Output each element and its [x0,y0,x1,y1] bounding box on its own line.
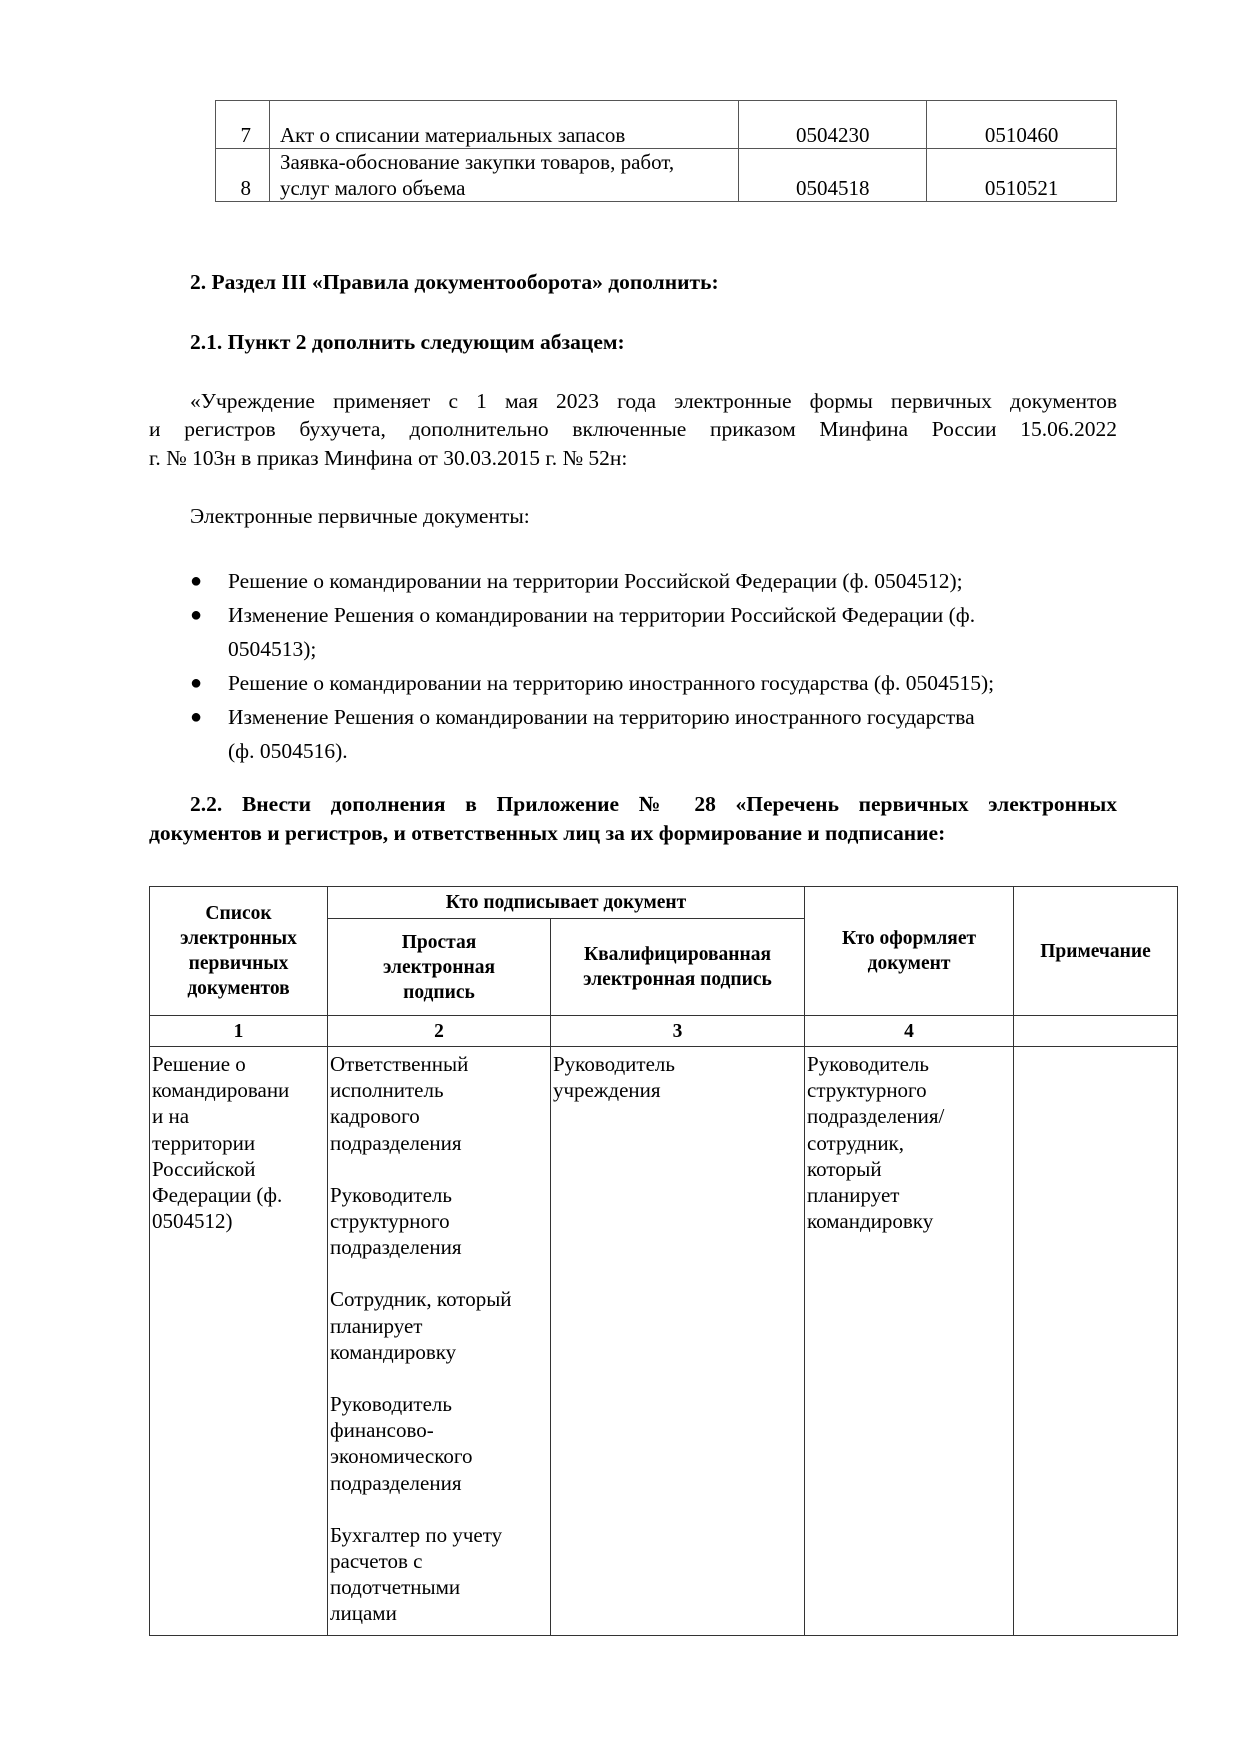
subsection-heading-line: 2.2. Внести дополнения в Приложение № 28 «Перечень первичных электронных [190,792,1117,816]
table-row [216,149,1117,202]
form-code-okud: 0510521 [927,149,1117,202]
form-code-okud: 0510460 [927,101,1117,149]
paragraph-line: г. № 103н в приказ Минфина от 30.03.2015 г. № 52н: [149,446,628,470]
top-forms-table [215,100,1117,202]
paragraph-line: и регистров бухучета, дополнительно включенные приказом Минфина России 15.06.2022 [149,417,1117,441]
cell-preparer: Руководитель структурного подразделения/ сотрудник, который планирует командировку [805,1047,1014,1636]
documents-list [190,564,1140,768]
cell-simple-signers [328,1047,551,1636]
signer-block: Руководитель структурного подразделения [330,1182,462,1260]
subsection-heading-line: документов и регистров, и ответственных лиц за их формирование и подписание: [149,821,946,845]
column-numbers-row [150,1016,1178,1047]
section-heading: 2. Раздел III «Правила документооборота» дополнить: [190,270,719,294]
signer-block: Бухгалтер по учету расчетов с подотчетными лицами [330,1522,503,1626]
list-item: ● Решение о командировании на территорию иностранного государства (ф. 0504515); [190,666,1140,700]
subsection-heading: 2.1. Пункт 2 дополнить следующим абзацем: [190,330,625,354]
form-name: Акт о списании материальных запасов [269,101,738,149]
bullet-icon: ● [190,604,203,626]
cell-note [1014,1047,1178,1636]
list-item: ● Изменение Решения о командировании на территорию иностранного государства (ф. 0504516). [190,700,1140,768]
column-number: 3 [551,1016,805,1047]
header-doc-list: Список электронных первичных документов [150,887,328,1016]
header-who-prepares: Кто оформляет документ [805,887,1014,1016]
column-number [1014,1016,1178,1047]
row-number: 7 [216,101,270,149]
header-note: Примечание [1014,887,1178,1016]
header-qualified-signature: Квалифицированная электронная подпись [551,919,805,1016]
table-row [150,1047,1178,1636]
column-number: 1 [150,1016,328,1047]
signer-block: Ответственный исполнитель кадрового подразделения [330,1052,469,1155]
cell-qualified-signers: Руководитель учреждения [551,1047,805,1636]
header-who-signs: Кто подписывает документ [328,887,805,919]
bullet-icon: ● [190,706,203,728]
bullet-icon: ● [190,672,203,694]
list-item: ● Решение о командировании на территории Российской Федерации (ф. 0504512); [190,564,1140,598]
list-intro: Электронные первичные документы: [190,504,530,528]
form-code: 0504230 [739,101,927,149]
column-number: 2 [328,1016,551,1047]
signer-block: Руководитель финансово- экономического подразделения [330,1392,473,1495]
form-name: Заявка-обоснование закупки товаров, работ, услуг малого объема [269,149,738,202]
table-row [216,101,1117,149]
form-code: 0504518 [739,149,927,202]
list-item: ● Изменение Решения о командировании на территории Российской Федерации (ф. 0504513); [190,598,1140,666]
header-simple-signature: Простая электронная подпись [328,919,551,1016]
cell-document: Решение о командировани и на территории Российской Федерации (ф. 0504512) [150,1047,328,1636]
paragraph-line: «Учреждение применяет с 1 мая 2023 года электронные формы первичных документов [190,389,1117,413]
column-number: 4 [805,1016,1014,1047]
signer-block: Сотрудник, который планирует командировку [330,1287,512,1364]
row-number: 8 [216,149,270,202]
bullet-icon: ● [190,570,203,592]
signers-table [149,886,1178,1636]
